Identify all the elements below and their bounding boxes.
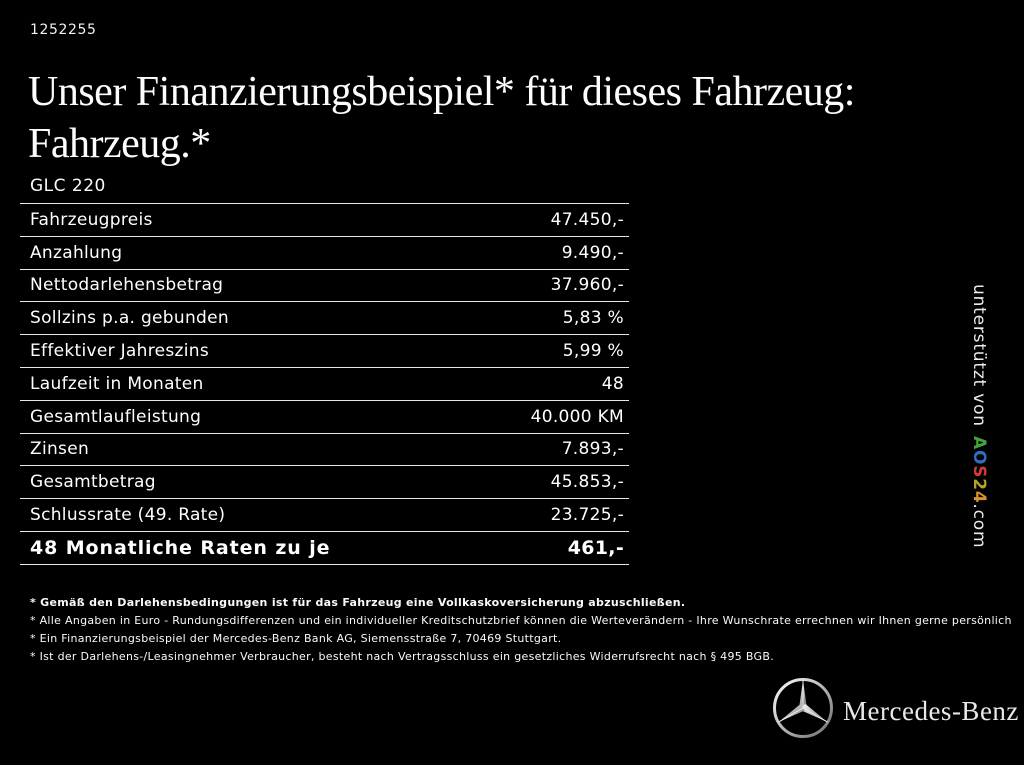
sponsor-brand-letter: 2	[969, 478, 989, 491]
mercedes-star-icon	[771, 676, 835, 744]
row-label: Fahrzeugpreis	[30, 209, 153, 230]
sponsor-brand-letter: O	[969, 449, 989, 466]
reference-number: 1252255	[30, 22, 97, 38]
sponsor-vertical-text	[969, 284, 989, 548]
table-row	[20, 434, 629, 467]
row-value: 5,83 %	[562, 308, 624, 329]
table-row	[20, 270, 629, 303]
row-value: 48	[601, 373, 624, 394]
row-label: Effektiver Jahreszins	[30, 341, 210, 362]
row-label: Gesamtlaufleistung	[30, 406, 202, 427]
footnote: * Gemäß den Darlehensbedingungen ist für das Fahrzeug eine Vollkaskoversicherung abzuschließen.	[30, 596, 686, 609]
table-row	[20, 335, 629, 368]
finance-table	[20, 203, 629, 565]
sponsor-brand-letter: A	[969, 435, 989, 450]
footnote: * Ist der Darlehens-/Leasingnehmer Verbraucher, besteht nach Vertragsschluss ein gesetzliches Widerrufsrecht nach § 495 BGB.	[30, 650, 774, 663]
table-row	[20, 237, 629, 270]
page-title	[28, 66, 855, 170]
footnote: * Ein Finanzierungsbeispiel der Mercedes-Benz Bank AG, Siemensstraße 7, 70469 Stuttgart.	[30, 632, 562, 645]
row-label: Schlussrate (49. Rate)	[30, 505, 226, 526]
table-row	[20, 302, 629, 335]
row-label: Gesamtbetrag	[30, 472, 156, 493]
sponsor-prefix: unterstützt von	[969, 284, 989, 427]
row-value: 37.960,-	[550, 275, 624, 296]
sponsor-brand-letter: 4	[969, 490, 989, 504]
mercedes-benz-wordmark: Mercedes-Benz	[843, 696, 1019, 726]
row-value: 47.450,-	[550, 209, 624, 230]
sponsor-brand-logo	[969, 436, 989, 504]
row-label: Anzahlung	[30, 242, 123, 263]
table-row	[20, 401, 629, 434]
row-label: Laufzeit in Monaten	[30, 373, 204, 394]
row-value: 40.000 KM	[530, 406, 624, 427]
footnote: * Alle Angaben in Euro - Rundungsdifferenzen und ein individueller Kreditschutzbrief können die Werteverändern - Ihre Wunschrate errechnen wir Ihnen gerne persönlich	[30, 614, 1012, 627]
table-row-total	[20, 532, 629, 565]
row-value: 9.490,-	[561, 242, 624, 263]
sponsor-suffix: .com	[969, 503, 989, 549]
row-value: 23.725,-	[550, 505, 624, 526]
table-row	[20, 499, 629, 532]
row-value: 5,99 %	[562, 341, 624, 362]
table-row	[20, 204, 629, 237]
footnotes	[30, 594, 1012, 666]
vehicle-model-label: GLC 220	[30, 176, 106, 196]
row-label: Nettodarlehensbetrag	[30, 275, 224, 296]
row-label: Zinsen	[30, 439, 90, 460]
row-label: Sollzins p.a. gebunden	[30, 308, 229, 329]
table-row	[20, 466, 629, 499]
sponsor-brand-letter: S	[969, 465, 989, 479]
row-value: 7.893,-	[561, 439, 624, 460]
page-title-line1: Unser Finanzierungsbeispiel* für dieses Fahrzeug:	[28, 69, 855, 115]
table-row	[20, 368, 629, 401]
row-value: 461,-	[567, 536, 624, 559]
page-title-line2: Fahrzeug.*	[28, 121, 211, 167]
row-value: 45.853,-	[550, 472, 624, 493]
row-label: 48 Monatliche Raten zu je	[30, 536, 331, 559]
